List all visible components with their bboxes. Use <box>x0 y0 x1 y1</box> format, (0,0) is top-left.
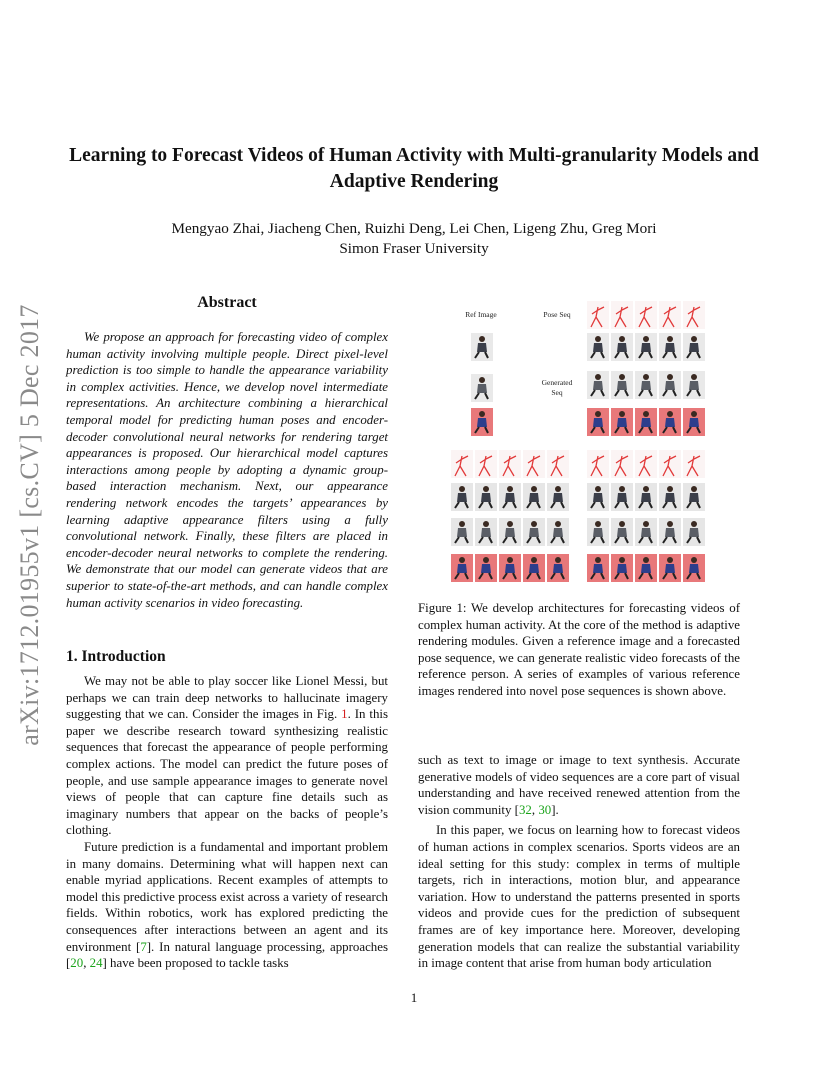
person-torso <box>617 381 627 390</box>
abstract-heading: Abstract <box>197 294 257 311</box>
person-torso <box>553 528 563 537</box>
citation-separator: , <box>531 802 539 817</box>
person-torso <box>689 381 699 390</box>
person-head <box>595 411 601 417</box>
pose-thumbnail <box>683 301 705 329</box>
pose-thumbnail <box>611 450 633 478</box>
person-head <box>483 557 489 563</box>
figure-label-pose-seq: Pose Seq <box>543 310 571 319</box>
person-head <box>555 521 561 527</box>
person-head <box>691 374 697 380</box>
person-head <box>459 486 465 492</box>
person-head <box>595 557 601 563</box>
person-head <box>667 411 673 417</box>
person-head <box>667 374 673 380</box>
person-head <box>667 336 673 342</box>
intro-right-column <box>418 752 740 972</box>
abstract-body <box>66 329 388 611</box>
person-torso <box>665 493 675 502</box>
intro-p1-text-a: We may not be able to play soccer like Lionel Messi, but perhaps we can train deep networks to hallucinate imagery suggesting that we can. Consider the images in Fig. <box>66 674 388 722</box>
person-head <box>619 336 625 342</box>
person-torso <box>665 418 675 427</box>
intro-paragraph-1 <box>66 673 388 839</box>
pose-thumbnail <box>451 450 473 478</box>
paper-authors: Mengyao Zhai, Jiacheng Chen, Ruizhi Deng, Lei Chen, Ligeng Zhu, Greg Mori <box>171 220 657 237</box>
person-torso <box>689 493 699 502</box>
intro-p1-text-b: . In this paper we describe research toward synthesizing realistic sequences that forecast the appearance of people performing complex actions. The model can predict the future poses of people, and use sample appearance images to generate novel views of people that can capture fine details such as imaginary numbers that appear on the backs of people’s clothing. <box>66 707 388 838</box>
person-head <box>507 521 513 527</box>
person-head <box>667 557 673 563</box>
person-torso <box>665 381 675 390</box>
person-torso <box>593 343 603 352</box>
person-torso <box>457 564 467 573</box>
person-head <box>555 486 561 492</box>
citation-link[interactable]: 32 <box>518 802 532 817</box>
person-torso <box>477 384 487 393</box>
person-head <box>691 521 697 527</box>
person-head <box>479 336 485 342</box>
intro-p2-text-c: ] have been proposed to tackle tasks <box>102 956 289 971</box>
person-head <box>643 521 649 527</box>
person-torso <box>665 564 675 573</box>
person-head <box>595 336 601 342</box>
right-p1-text-b: ]. <box>551 802 559 817</box>
pose-thumbnail <box>499 450 521 478</box>
intro-p2-text-b: ]. In natural language processing, approaches [ <box>66 939 388 971</box>
figure-ref-link[interactable]: 1 <box>341 707 348 722</box>
person-head <box>507 557 513 563</box>
person-head <box>643 557 649 563</box>
person-head <box>459 557 465 563</box>
person-head <box>479 411 485 417</box>
pose-thumbnail <box>635 450 657 478</box>
person-head <box>595 521 601 527</box>
pose-thumbnail <box>475 450 497 478</box>
person-head <box>555 557 561 563</box>
person-head <box>619 374 625 380</box>
figure-label-seq: Seq <box>551 388 563 397</box>
person-torso <box>553 564 563 573</box>
person-torso <box>593 381 603 390</box>
person-torso <box>505 493 515 502</box>
person-head <box>691 486 697 492</box>
figure-1-image-grid <box>449 300 705 588</box>
person-head <box>619 521 625 527</box>
person-torso <box>593 493 603 502</box>
person-torso <box>593 528 603 537</box>
pose-thumbnail <box>587 301 609 329</box>
pose-thumbnail <box>523 450 545 478</box>
intro-left-column <box>66 673 388 972</box>
citation-link[interactable]: 7 <box>140 939 147 954</box>
person-head <box>531 557 537 563</box>
person-torso <box>553 493 563 502</box>
pose-thumbnail <box>659 450 681 478</box>
person-torso <box>529 493 539 502</box>
person-torso <box>457 493 467 502</box>
person-torso <box>689 418 699 427</box>
person-torso <box>477 343 487 352</box>
person-head <box>531 521 537 527</box>
paper-title: Learning to Forecast Videos of Human Activity with Multi-granularity Models and Adaptive Rendering <box>69 145 759 192</box>
person-head <box>643 336 649 342</box>
person-torso <box>617 493 627 502</box>
pose-thumbnail <box>659 301 681 329</box>
citation-link[interactable]: 24 <box>89 956 103 971</box>
person-torso <box>665 528 675 537</box>
person-head <box>479 377 485 383</box>
person-head <box>483 521 489 527</box>
figure-label-generated: Generated <box>541 378 573 387</box>
figure-1-caption <box>418 600 740 700</box>
person-torso <box>481 493 491 502</box>
person-head <box>691 336 697 342</box>
person-torso <box>593 418 603 427</box>
person-head <box>619 411 625 417</box>
person-head <box>643 374 649 380</box>
person-head <box>643 486 649 492</box>
person-head <box>483 486 489 492</box>
pose-thumbnail <box>635 301 657 329</box>
person-head <box>619 557 625 563</box>
figure-label-ref-image: Ref Image <box>465 310 497 319</box>
person-torso <box>457 528 467 537</box>
pose-thumbnail <box>683 450 705 478</box>
figure-caption-text: Figure 1: We develop architectures for forecasting videos of complex human activity. At the core of the method is adaptive rendering modules. Given a reference image and a forecasted pose sequence, we can generate realistic video forecasts of the reference person. A series of examples of various reference images rendered into novel pose sequences is shown above. <box>418 601 740 698</box>
person-head <box>595 374 601 380</box>
person-head <box>531 486 537 492</box>
person-torso <box>617 418 627 427</box>
person-torso <box>689 343 699 352</box>
person-torso <box>529 528 539 537</box>
person-head <box>619 486 625 492</box>
person-torso <box>665 343 675 352</box>
person-torso <box>617 564 627 573</box>
right-p1-text-a: such as text to image or image to text synthesis. Accurate generative models of video sequences are a core part of visual understanding and have received renewed attention from the vision community [ <box>418 753 740 817</box>
person-head <box>595 486 601 492</box>
page-number: 1 <box>410 990 418 1005</box>
person-torso <box>641 493 651 502</box>
citation-link[interactable]: 30 <box>538 802 552 817</box>
pose-thumbnail <box>547 450 569 478</box>
person-head <box>507 486 513 492</box>
person-torso <box>477 418 487 427</box>
person-head <box>459 521 465 527</box>
arxiv-sidebar <box>12 290 48 760</box>
person-torso <box>641 528 651 537</box>
person-torso <box>641 418 651 427</box>
person-torso <box>505 564 515 573</box>
person-head <box>643 411 649 417</box>
person-torso <box>641 343 651 352</box>
intro-paragraph-2 <box>66 839 388 972</box>
citation-separator: , <box>83 956 90 971</box>
person-torso <box>481 564 491 573</box>
pose-thumbnail <box>587 450 609 478</box>
intro-p2-text-a: Future prediction is a fundamental and important problem in many domains. Determining what will happen next can enable myriad applications. Recent examples of attempts to model this predictive process exist across a variety of research fields. Within robotics, work has explored predicting the consequences after interactions between an agent and its environment [ <box>66 839 388 954</box>
person-torso <box>689 564 699 573</box>
section-heading-introduction: 1. Introduction <box>66 648 166 665</box>
person-head <box>667 486 673 492</box>
person-head <box>691 411 697 417</box>
citation-link[interactable]: 20 <box>70 956 84 971</box>
person-torso <box>593 564 603 573</box>
abstract-text: We propose an approach for forecasting video of complex human activity involving multiple people. Direct pixel-level prediction is too simple to handle the appearance variability in complex activities. Hence, we develop novel intermediate representations. An architecture combining a hierarchical temporal model for predicting human poses and encoder-decoder convolutional neural networks for rendering target appearances is proposed. Our hierarchical model captures interactions among people by adopting a dynamic group-based interaction mechanism. Next, our appearance rendering network encodes the targets’ appearances by learning adaptive appearance filters using a fully convolutional network. Finally, these filters are placed in encoder-decoder neural networks to complete the rendering. We demonstrate that our model can generate videos that are superior to state-of-the-art methods, and can handle complex human activity scenarios in video forecasting. <box>66 330 388 610</box>
pose-thumbnail <box>611 301 633 329</box>
right-paragraph-2: In this paper, we focus on learning how to forecast videos of human actions in complex scenarios. Sports videos are an ideal setting for this study: complex in terms of multiple targets, rich in interactions, motion blur, and appearance variation. How to understand the patterns presented in sports videos and provide cues for the prediction of subsequent frames are of key importance here. Moreover, developing generation models that can realize the substantial variability in image content that arise from human body articulation <box>418 823 740 971</box>
person-torso <box>641 564 651 573</box>
person-torso <box>617 343 627 352</box>
person-torso <box>505 528 515 537</box>
person-torso <box>481 528 491 537</box>
person-head <box>667 521 673 527</box>
paper-affiliation: Simon Fraser University <box>339 240 489 257</box>
person-torso <box>617 528 627 537</box>
person-torso <box>641 381 651 390</box>
person-torso <box>689 528 699 537</box>
arxiv-id: arXiv:1712.01955v1 [cs.CV] 5 Dec 2017 <box>15 304 44 746</box>
figure-1 <box>449 300 705 588</box>
person-head <box>691 557 697 563</box>
right-paragraph-1 <box>418 752 740 818</box>
person-torso <box>529 564 539 573</box>
